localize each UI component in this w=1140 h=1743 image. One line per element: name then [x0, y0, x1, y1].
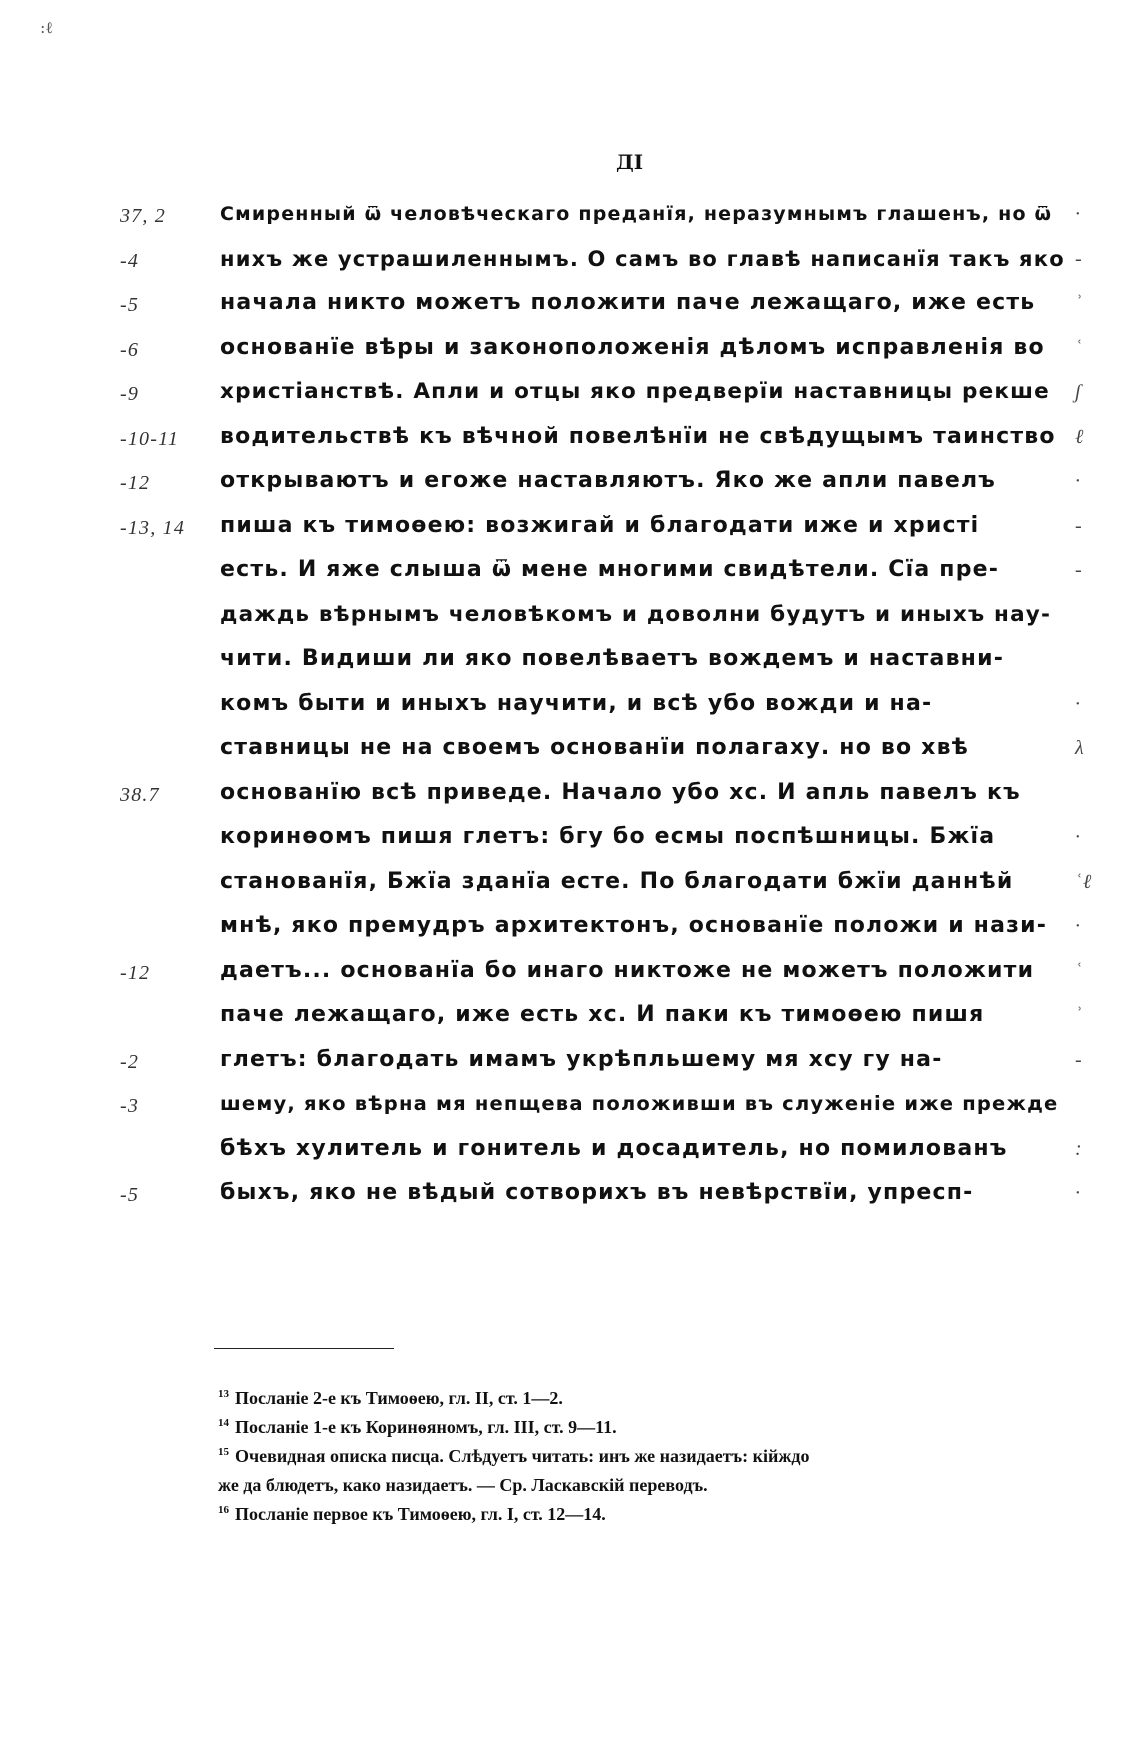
- line-text: есть. И яже слыша ѿ мене многими свидѣтели. Сїа пре-: [220, 557, 1000, 582]
- footnote: [212, 1469, 1058, 1498]
- line-text: Смиренный ѿ человѣческаго преданїя, неразумнымъ глашенъ, но ѿ: [220, 203, 1053, 225]
- text-line: [140, 904, 1080, 949]
- left-margin-annotation: -2: [120, 1050, 140, 1073]
- line-text: даетъ... основанїа бо инаго никтоже не можетъ положити: [220, 957, 1035, 983]
- line-text: бѣхъ хулитель и гонитель и досадитель, но помилованъ: [220, 1135, 1008, 1161]
- text-line: [120, 504, 1083, 549]
- right-margin-annotation: ·: [1075, 915, 1082, 937]
- line-text: ставницы не на своемъ основанїи полагаху. но во хвѣ: [220, 735, 970, 760]
- left-margin-annotation: -5: [120, 1184, 140, 1206]
- left-margin-annotation: -12: [120, 961, 151, 984]
- footnote-text: Посланіе первое къ Тимоѳею, гл. I, ст. 12—14.: [235, 1504, 606, 1524]
- text-line: [120, 949, 1083, 994]
- footnote-number: 13: [218, 1388, 229, 1400]
- line-text: основанїе вѣры и законоположенія дѣломъ исправленія во: [220, 334, 1045, 360]
- text-line: [140, 593, 1080, 638]
- line-text: комъ быти и иныхъ научити, и всѣ убо вожди и на-: [220, 690, 933, 716]
- text-line: [120, 459, 1082, 504]
- footnote-text: Посланіе 2-е къ Тимоѳею, гл. II, ст. 1—2.: [235, 1388, 563, 1408]
- right-margin-annotation: ·: [1075, 203, 1082, 225]
- left-margin-annotation: -10-11: [120, 427, 180, 450]
- left-margin-annotation: -12: [120, 472, 151, 494]
- text-line: [120, 370, 1082, 415]
- left-margin-annotation: -6: [120, 338, 140, 361]
- text-line: [120, 771, 1080, 816]
- text-line: [140, 860, 1093, 905]
- footnote-rule: [214, 1348, 394, 1349]
- text-line: [120, 1171, 1082, 1216]
- right-margin-annotation: ʾ: [1075, 1004, 1083, 1026]
- right-margin-annotation: ·: [1075, 470, 1082, 492]
- right-margin-annotation: ·: [1075, 826, 1082, 848]
- footnote: [218, 1440, 1058, 1469]
- footnote: [218, 1382, 1058, 1411]
- text-line: [140, 637, 1080, 682]
- text-line: [140, 682, 1080, 727]
- main-text-block: [120, 192, 1093, 1216]
- line-text: даждь вѣрнымъ человѣкомъ и доволни будутъ и иныхъ нау-: [220, 601, 1052, 627]
- text-line: [140, 1127, 1083, 1172]
- text-line: [120, 1082, 1080, 1127]
- right-margin-annotation: -: [1075, 514, 1083, 537]
- right-margin-annotation: -: [1075, 1048, 1083, 1071]
- left-margin-annotation: -9: [120, 383, 140, 405]
- footnote-number: 16: [218, 1504, 229, 1516]
- right-margin-annotation: λ: [1075, 737, 1085, 759]
- left-margin-annotation: 37, 2: [120, 205, 166, 227]
- line-text: глетъ: благодать имамъ укрѣпльшему мя хсу гу на-: [220, 1046, 943, 1072]
- right-margin-annotation: ʾ: [1075, 292, 1083, 314]
- footnote-number: 15: [218, 1446, 229, 1458]
- left-margin-annotation: -3: [120, 1095, 140, 1117]
- line-text: начала никто можетъ положити паче лежащаго, иже есть: [220, 290, 1036, 315]
- text-line: [120, 237, 1083, 282]
- line-text: открываютъ и егоже наставляютъ. Яко же апли павелъ: [220, 468, 997, 493]
- line-text: станованїя, Бжїа зданїа есте. По благодати бжїи даннѣй: [220, 868, 1014, 894]
- footnotes-block: [218, 1382, 1058, 1527]
- footnote-number: 14: [218, 1417, 229, 1429]
- line-text: быхъ, яко не вѣдый сотворихъ въ невѣрствїи, упресп-: [220, 1180, 974, 1205]
- line-text: основанїю всѣ приведе. Начало убо хс. И апль павелъ къ: [220, 779, 1021, 805]
- text-line: [120, 415, 1085, 460]
- text-line: [140, 548, 1083, 593]
- footnote-text: Очевидная описка писца. Слѣдуетъ читать: инъ же назидаетъ: кійждо: [235, 1446, 810, 1466]
- line-text: коринѳомъ пишя глетъ: бгу бо есмы поспѣшницы. Бжїа: [220, 824, 996, 849]
- left-margin-annotation: -5: [120, 294, 140, 316]
- text-line: [140, 726, 1085, 771]
- footnote-text: Посланіе 1-е къ Коринѳяномъ, гл. III, ст. 9—11.: [235, 1417, 617, 1437]
- page-number: ДІ: [616, 150, 644, 174]
- line-text: водительствѣ къ вѣчной повелѣнїи не свѣдущымъ таинство: [220, 423, 1056, 449]
- right-margin-annotation: ʿ: [1075, 959, 1083, 982]
- line-text: пиша къ тимоѳею: возжигай и благодати иже и христі: [220, 512, 980, 538]
- right-margin-annotation: ·: [1075, 1182, 1082, 1204]
- line-text: чити. Видиши ли яко повелѣваетъ вождемъ и наставни-: [220, 646, 1005, 671]
- text-line: [140, 815, 1080, 860]
- footnote: [218, 1498, 1058, 1527]
- line-text: паче лежащаго, иже есть хс. И паки къ тимоѳею пишя: [220, 1002, 985, 1027]
- right-margin-annotation: ℓ: [1075, 425, 1085, 448]
- right-margin-annotation: -: [1075, 247, 1083, 270]
- right-margin-annotation: ʿ: [1075, 336, 1083, 359]
- right-margin-annotation: :: [1075, 1137, 1083, 1160]
- left-margin-annotation: 38.7: [120, 783, 160, 806]
- right-margin-annotation: ʃ: [1075, 381, 1082, 403]
- text-line: [120, 326, 1083, 371]
- left-margin-annotation: -13, 14: [120, 516, 186, 539]
- line-text: христіанствѣ. Апли и отцы яко предверїи наставницы рекше: [220, 379, 1050, 404]
- right-margin-annotation: ʿℓ: [1075, 870, 1093, 893]
- text-line: [120, 1038, 1083, 1083]
- right-margin-annotation: ·: [1075, 692, 1082, 715]
- line-text: мнѣ, яко премудръ архитектонъ, основанїе положи и нази-: [220, 913, 1048, 938]
- footnote: [218, 1411, 1058, 1440]
- text-line: [120, 281, 1083, 326]
- right-margin-annotation: -: [1075, 559, 1083, 581]
- text-line: [140, 993, 1083, 1038]
- footnote-text: же да блюдетъ, како назидаетъ. — Ср. Ласкавскій переводъ.: [218, 1475, 708, 1495]
- line-text: нихъ же устрашиленнымъ. О самъ во главѣ написанїя такъ яко: [220, 246, 1065, 271]
- line-text: шему, яко вѣрна мя непщева положивши въ служеніе иже прежде: [220, 1092, 1059, 1115]
- text-line: [120, 192, 1082, 237]
- corner-pencil-mark: :ℓ: [40, 18, 54, 37]
- left-margin-annotation: -4: [120, 249, 140, 272]
